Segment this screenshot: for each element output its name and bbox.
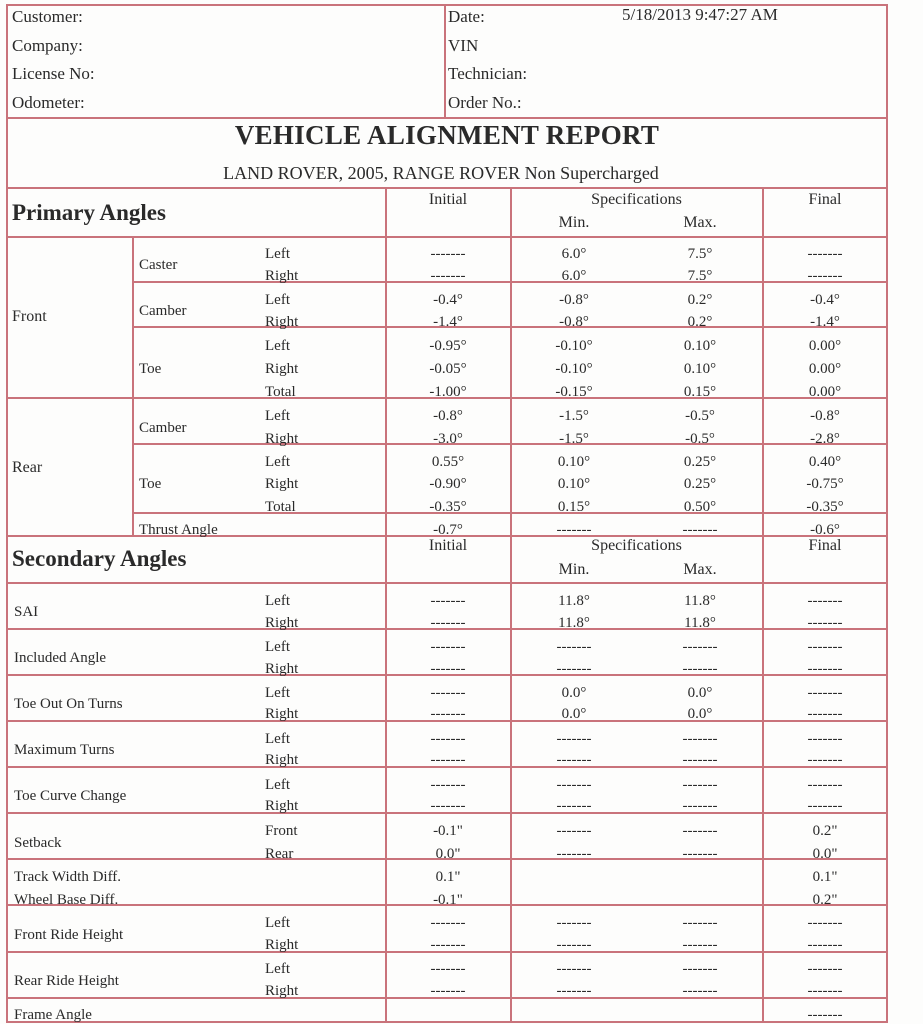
- secondary-initial-cell: -------: [430, 752, 466, 768]
- col-rule-specs: [510, 187, 512, 1021]
- secondary-max-cell: -------: [682, 961, 718, 977]
- secondary-side-label: Left: [265, 915, 290, 931]
- primary-initial-cell: -0.05°: [429, 361, 467, 377]
- secondary-max-cell: -------: [682, 937, 718, 953]
- primary-max-cell: 7.5°: [687, 268, 713, 284]
- primary-side-label: Right: [265, 268, 299, 284]
- primary-max-header: Max.: [683, 214, 717, 231]
- primary-initial-cell: -------: [430, 268, 466, 284]
- primary-side-label: Left: [265, 292, 290, 308]
- rear-group-label: Rear: [12, 459, 43, 476]
- secondary-row-label: Included Angle: [14, 650, 107, 666]
- secondary-min-cell: 0.0°: [561, 706, 587, 722]
- secondary-max-cell: -------: [682, 661, 718, 677]
- secondary-initial-cell: 0.0": [435, 846, 461, 862]
- primary-max-cell: 0.25°: [683, 476, 717, 492]
- secondary-final-cell: 0.0": [812, 846, 838, 862]
- primary-min-cell: -0.15°: [555, 384, 593, 400]
- secondary-side-label: Left: [265, 685, 290, 701]
- company-label: Company:: [12, 36, 83, 55]
- secondary-initial-cell: -------: [430, 593, 466, 609]
- primary-max-cell: 0.10°: [683, 338, 717, 354]
- secondary-initial-cell: -0.1": [433, 823, 463, 839]
- secondary-initial-cell: -------: [430, 731, 466, 747]
- secondary-final-header: Final: [808, 537, 842, 554]
- secondary-row-label: Rear Ride Height: [14, 973, 119, 989]
- primary-max-cell: 0.50°: [683, 499, 717, 515]
- primary-max-cell: 0.25°: [683, 454, 717, 470]
- secondary-side-label: Left: [265, 593, 290, 609]
- customer-label: Customer:: [12, 7, 83, 26]
- secondary-final-cell: -------: [807, 983, 843, 999]
- secondary-initial-cell: -------: [430, 685, 466, 701]
- secondary-max-cell: -------: [682, 752, 718, 768]
- primary-min-cell: 6.0°: [561, 246, 587, 262]
- primary-final-cell: -0.35°: [806, 499, 844, 515]
- primary-initial-cell: -0.95°: [429, 338, 467, 354]
- secondary-initial-cell: -------: [430, 983, 466, 999]
- secondary-side-label: Front: [265, 823, 298, 839]
- primary-group-label: Thrust Angle: [139, 522, 218, 538]
- primary-min-cell: -0.10°: [555, 361, 593, 377]
- secondary-side-label: Right: [265, 615, 299, 631]
- primary-max-cell: -0.5°: [685, 431, 715, 447]
- primary-final-cell: 0.00°: [808, 361, 842, 377]
- secondary-side-label: Left: [265, 777, 290, 793]
- primary-final-cell: 0.00°: [808, 338, 842, 354]
- order-label: Order No.:: [448, 93, 522, 112]
- secondary-row-label: Toe Out On Turns: [14, 696, 123, 712]
- secondary-max-cell: 0.0°: [687, 706, 713, 722]
- primary-initial-cell: -0.35°: [429, 499, 467, 515]
- primary-min-cell: 0.15°: [557, 499, 591, 515]
- primary-angles-heading: Primary Angles: [12, 200, 166, 225]
- secondary-initial-cell: -------: [430, 961, 466, 977]
- primary-final-cell: 0.40°: [808, 454, 842, 470]
- secondary-max-cell: 11.8°: [684, 615, 716, 631]
- secondary-side-label: Right: [265, 661, 299, 677]
- primary-min-cell: -------: [556, 522, 592, 538]
- secondary-row-label: Setback: [14, 835, 62, 851]
- primary-initial-cell: -0.4°: [433, 292, 463, 308]
- primary-max-cell: 7.5°: [687, 246, 713, 262]
- secondary-final-cell: 0.1": [812, 869, 838, 885]
- primary-min-cell: 0.10°: [557, 476, 591, 492]
- secondary-min-cell: -------: [556, 752, 592, 768]
- secondary-min-cell: -------: [556, 661, 592, 677]
- primary-max-cell: 0.2°: [687, 314, 713, 330]
- secondary-row-label: Toe Curve Change: [14, 788, 127, 804]
- primary-side-label: Right: [265, 476, 299, 492]
- primary-min-header: Min.: [558, 214, 590, 231]
- secondary-row-label: SAI: [14, 604, 39, 620]
- primary-min-cell: -0.8°: [559, 292, 589, 308]
- primary-max-cell: 0.10°: [683, 361, 717, 377]
- secondary-min-cell: -------: [556, 983, 592, 999]
- secondary-final-cell: -------: [807, 798, 843, 814]
- secondary-initial-cell: -0.1": [433, 892, 463, 908]
- secondary-min-cell: -------: [556, 846, 592, 862]
- vin-label: VIN: [448, 36, 479, 55]
- secondary-min-cell: -------: [556, 961, 592, 977]
- secondary-min-cell: 11.8°: [558, 593, 590, 609]
- secondary-row-label: Track Width Diff.: [14, 869, 122, 885]
- secondary-max-cell: -------: [682, 915, 718, 931]
- date-value: 5/18/2013 9:47:27 AM: [622, 5, 778, 24]
- secondary-initial-cell: -------: [430, 639, 466, 655]
- title-bottom-rule: [6, 187, 888, 189]
- primary-max-cell: -0.5°: [685, 408, 715, 424]
- secondary-final-cell: -------: [807, 661, 843, 677]
- primary-side-label: Left: [265, 454, 290, 470]
- secondary-max-cell: -------: [682, 731, 718, 747]
- secondary-final-cell: -------: [807, 915, 843, 931]
- secondary-final-cell: -------: [807, 615, 843, 631]
- primary-min-cell: -0.10°: [555, 338, 593, 354]
- primary-side-label: Right: [265, 314, 299, 330]
- secondary-initial-cell: -------: [430, 615, 466, 631]
- report-title: VEHICLE ALIGNMENT REPORT: [234, 120, 660, 150]
- primary-initial-header: Initial: [428, 191, 468, 208]
- secondary-specifications-header: Specifications: [591, 537, 682, 554]
- secondary-final-cell: 0.2": [812, 892, 838, 908]
- secondary-min-cell: -------: [556, 731, 592, 747]
- secondary-row-label: Frame Angle: [14, 1007, 92, 1023]
- secondary-row-label: Wheel Base Diff.: [14, 892, 119, 908]
- primary-final-cell: -------: [807, 268, 843, 284]
- secondary-final-cell: -------: [807, 685, 843, 701]
- primary-group-label: Toe: [139, 476, 162, 492]
- secondary-side-label: Rear: [265, 846, 294, 862]
- primary-group-label: Camber: [139, 303, 187, 319]
- secondary-final-cell: -------: [807, 937, 843, 953]
- primary-specifications-header: Specifications: [591, 191, 682, 208]
- secondary-side-label: Right: [265, 798, 299, 814]
- primary-final-cell: -0.4°: [810, 292, 840, 308]
- secondary-max-cell: -------: [682, 798, 718, 814]
- primary-final-header: Final: [808, 191, 842, 208]
- primary-group-label: Camber: [139, 420, 187, 436]
- secondary-min-cell: -------: [556, 639, 592, 655]
- primary-head-rule: [6, 236, 888, 238]
- secondary-max-cell: 11.8°: [684, 593, 716, 609]
- secondary-final-cell: -------: [807, 639, 843, 655]
- primary-max-cell: 0.15°: [683, 384, 717, 400]
- secondary-initial-cell: -------: [430, 915, 466, 931]
- secondary-side-label: Left: [265, 731, 290, 747]
- primary-initial-cell: -0.90°: [429, 476, 467, 492]
- primary-final-cell: -2.8°: [810, 431, 840, 447]
- border-bottom: [6, 1021, 888, 1023]
- primary-final-cell: -1.4°: [810, 314, 840, 330]
- secondary-initial-cell: -------: [430, 706, 466, 722]
- primary-min-cell: -1.5°: [559, 431, 589, 447]
- secondary-final-cell: -------: [807, 593, 843, 609]
- secondary-head-rule: [6, 582, 888, 584]
- secondary-min-header: Min.: [558, 561, 590, 578]
- secondary-side-label: Right: [265, 752, 299, 768]
- secondary-side-label: Right: [265, 983, 299, 999]
- primary-initial-cell: -0.8°: [433, 408, 463, 424]
- secondary-min-cell: -------: [556, 777, 592, 793]
- secondary-side-label: Left: [265, 639, 290, 655]
- secondary-final-cell: 0.2": [812, 823, 838, 839]
- secondary-row-label: Maximum Turns: [14, 742, 115, 758]
- secondary-max-cell: -------: [682, 639, 718, 655]
- secondary-final-cell: -------: [807, 731, 843, 747]
- primary-initial-cell: -3.0°: [433, 431, 463, 447]
- secondary-max-cell: -------: [682, 823, 718, 839]
- primary-initial-cell: 0.55°: [431, 454, 465, 470]
- secondary-max-header: Max.: [683, 561, 717, 578]
- secondary-min-cell: -------: [556, 915, 592, 931]
- primary-final-cell: -0.75°: [806, 476, 844, 492]
- secondary-max-cell: -------: [682, 983, 718, 999]
- secondary-initial-header: Initial: [428, 537, 468, 554]
- primary-final-cell: -------: [807, 246, 843, 262]
- secondary-side-label: Right: [265, 937, 299, 953]
- primary-final-cell: -0.6°: [810, 522, 840, 538]
- secondary-max-cell: -------: [682, 777, 718, 793]
- border-left: [6, 4, 8, 1023]
- header-bottom-rule: [6, 117, 888, 119]
- secondary-initial-cell: -------: [430, 798, 466, 814]
- secondary-initial-cell: -------: [430, 937, 466, 953]
- secondary-initial-cell: -------: [430, 661, 466, 677]
- primary-group-label: Caster: [139, 257, 178, 273]
- header-divider: [444, 4, 446, 118]
- primary-side-label: Left: [265, 246, 290, 262]
- front-group-label: Front: [12, 308, 47, 325]
- primary-final-cell: -0.8°: [810, 408, 840, 424]
- secondary-final-cell: -------: [807, 752, 843, 768]
- secondary-max-cell: 0.0°: [687, 685, 713, 701]
- odometer-label: Odometer:: [12, 93, 85, 112]
- primary-initial-cell: -1.4°: [433, 314, 463, 330]
- secondary-min-cell: 11.8°: [558, 615, 590, 631]
- technician-label: Technician:: [448, 64, 528, 83]
- secondary-final-cell: -------: [807, 777, 843, 793]
- secondary-angles-heading: Secondary Angles: [12, 546, 187, 571]
- primary-min-cell: 6.0°: [561, 268, 587, 284]
- primary-min-cell: 0.10°: [557, 454, 591, 470]
- primary-side-label: Left: [265, 338, 290, 354]
- secondary-max-cell: -------: [682, 846, 718, 862]
- secondary-final-cell: -------: [807, 706, 843, 722]
- secondary-initial-cell: -------: [430, 777, 466, 793]
- primary-min-cell: -0.8°: [559, 314, 589, 330]
- primary-min-cell: -1.5°: [559, 408, 589, 424]
- primary-initial-cell: -1.00°: [429, 384, 467, 400]
- secondary-row-label: Front Ride Height: [14, 927, 124, 943]
- primary-group-label: Toe: [139, 361, 162, 377]
- license-label: License No:: [12, 64, 95, 83]
- secondary-min-cell: 0.0°: [561, 685, 587, 701]
- vehicle-description: LAND ROVER, 2005, RANGE ROVER Non Supercharged: [223, 163, 659, 183]
- primary-side-label: Total: [265, 384, 296, 400]
- primary-initial-cell: -------: [430, 246, 466, 262]
- secondary-side-label: Left: [265, 961, 290, 977]
- secondary-min-cell: -------: [556, 937, 592, 953]
- primary-side-label: Total: [265, 499, 296, 515]
- primary-side-label: Left: [265, 408, 290, 424]
- secondary-side-label: Right: [265, 706, 299, 722]
- secondary-min-cell: -------: [556, 823, 592, 839]
- secondary-final-cell: -------: [807, 961, 843, 977]
- primary-max-cell: 0.2°: [687, 292, 713, 308]
- secondary-initial-cell: 0.1": [435, 869, 461, 885]
- date-label: Date:: [448, 7, 485, 26]
- primary-final-cell: 0.00°: [808, 384, 842, 400]
- primary-initial-cell: -0.7°: [433, 522, 463, 538]
- primary-side-label: Right: [265, 361, 299, 377]
- primary-max-cell: -------: [682, 522, 718, 538]
- secondary-min-cell: -------: [556, 798, 592, 814]
- secondary-final-cell: -------: [807, 1007, 843, 1023]
- primary-side-label: Right: [265, 431, 299, 447]
